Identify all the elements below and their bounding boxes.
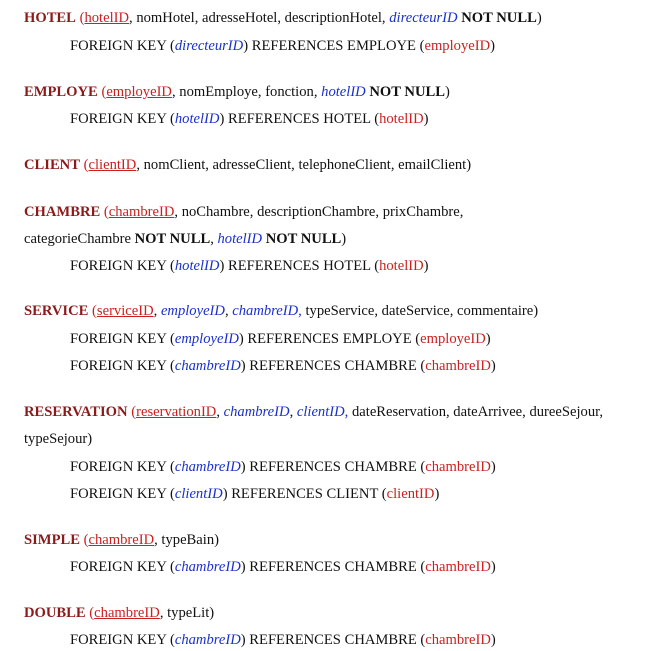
referenced-table: CLIENT [326, 486, 379, 502]
table-name: SIMPLE [24, 532, 80, 548]
relation-simple: SIMPLE (chambreID, typeBain) [24, 532, 219, 548]
foreign-key-constraint: FOREIGN KEY (hotelID) REFERENCES HOTEL (hotelID) [70, 111, 429, 127]
referenced-table: EMPLOYE [342, 331, 412, 347]
foreign-key-attribute: clientID, [296, 404, 349, 420]
foreign-key-attribute: employeID [174, 331, 239, 347]
relation-employe: EMPLOYE (employeID, nomEmploye, fonction, hotelID NOT NULL) [24, 84, 450, 100]
relation-service: SERVICE (serviceID, employeID, chambreID, typeService, dateService, commentaire) [24, 303, 539, 319]
referenced-key: chambreID [425, 459, 491, 475]
attribute-list: typeBain [161, 532, 215, 548]
referenced-key: employeID [424, 38, 491, 54]
foreign-key-constraint: FOREIGN KEY (chambreID) REFERENCES CHAMBRE (chambreID) [70, 358, 496, 374]
attribute-list: typeSejour [24, 431, 88, 447]
table-name: EMPLOYE [24, 84, 98, 100]
not-null-keyword: NOT NULL [369, 84, 445, 100]
table-name: DOUBLE [24, 605, 86, 621]
not-null-keyword: NOT NULL [265, 231, 342, 247]
referenced-table: CHAMBRE [344, 559, 417, 575]
attribute-list: typeService, dateService, commentaire [305, 303, 534, 319]
referenced-key: employeID [420, 331, 486, 347]
primary-key: employeID [106, 84, 172, 100]
foreign-key-attribute: hotelID [174, 111, 220, 127]
foreign-key-attribute: directeurID [174, 38, 244, 54]
referenced-table: CHAMBRE [344, 358, 417, 374]
foreign-key-attribute: chambreID [174, 632, 241, 648]
primary-key: chambreID [94, 605, 160, 621]
referenced-table: CHAMBRE [344, 459, 417, 475]
foreign-key-constraint: FOREIGN KEY (employeID) REFERENCES EMPLOYE (employeID) [70, 331, 491, 347]
primary-key: chambreID [88, 532, 155, 548]
attribute-list: nomHotel, adresseHotel, descriptionHotel, [136, 10, 386, 26]
foreign-key-attribute: directeurID [389, 10, 458, 26]
table-name: CHAMBRE [24, 204, 101, 220]
not-null-keyword: NOT NULL [461, 10, 537, 26]
relation-client: CLIENT (clientID, nomClient, adresseClient, telephoneClient, emailClient) [24, 157, 472, 173]
not-null-keyword: NOT NULL [134, 231, 211, 247]
foreign-key-attribute: chambreID [223, 404, 290, 420]
attribute-list: typeLit [167, 605, 210, 621]
foreign-key-constraint: FOREIGN KEY (directeurID) REFERENCES EMPLOYE (employeID) [70, 38, 495, 54]
foreign-key-constraint: FOREIGN KEY (hotelID) REFERENCES HOTEL (hotelID) [70, 258, 429, 274]
primary-key: chambreID [108, 204, 175, 220]
foreign-key-attribute: hotelID [321, 84, 366, 100]
table-name: RESERVATION [24, 404, 128, 420]
foreign-key-constraint: FOREIGN KEY (chambreID) REFERENCES CHAMBRE (chambreID) [70, 632, 496, 648]
referenced-key: chambreID [425, 358, 491, 374]
foreign-key-attribute: hotelID [217, 231, 263, 247]
table-name: HOTEL [24, 10, 76, 26]
primary-key: reservationID [136, 404, 217, 420]
foreign-key-constraint: FOREIGN KEY (chambreID) REFERENCES CHAMBRE (chambreID) [70, 559, 496, 575]
referenced-key: chambreID [425, 632, 491, 648]
referenced-table: HOTEL [323, 258, 371, 274]
foreign-key-constraint: FOREIGN KEY (clientID) REFERENCES CLIENT (clientID) [70, 486, 440, 502]
primary-key: hotelID [84, 10, 130, 26]
referenced-key: chambreID [425, 559, 491, 575]
referenced-key: hotelID [379, 258, 424, 274]
foreign-key-attribute: hotelID [174, 258, 220, 274]
table-name: CLIENT [24, 157, 80, 173]
attribute-list: dateReservation, dateArrivee, dureeSejour, [351, 404, 604, 420]
foreign-key-constraint: FOREIGN KEY (chambreID) REFERENCES CHAMBRE (chambreID) [70, 459, 496, 475]
primary-key: serviceID [96, 303, 154, 319]
foreign-key-attribute: chambreID, [232, 303, 302, 319]
referenced-key: clientID [386, 486, 435, 502]
attribute-list: noChambre, descriptionChambre, prixChambre, [181, 204, 464, 220]
referenced-table: HOTEL [323, 111, 371, 127]
referenced-table: CHAMBRE [344, 632, 417, 648]
referenced-table: EMPLOYE [347, 38, 416, 54]
relation-double: DOUBLE (chambreID, typeLit) [24, 605, 215, 621]
relation-hotel: HOTEL (hotelID, nomHotel, adresseHotel, descriptionHotel, directeurID NOT NULL) [24, 10, 542, 26]
foreign-key-attribute: chambreID [174, 459, 241, 475]
attribute-list: categorieChambre [24, 231, 131, 247]
foreign-key-attribute: chambreID [174, 358, 241, 374]
relation-reservation: RESERVATION (reservationID, chambreID, clientID, dateReservation, dateArrivee, dureeSejour, [24, 404, 604, 420]
table-name: SERVICE [24, 303, 89, 319]
referenced-key: hotelID [379, 111, 424, 127]
attribute-list: nomEmploye, fonction, [179, 84, 318, 100]
relation-chambre-continued: categorieChambre NOT NULL, hotelID NOT NULL) [24, 231, 347, 247]
primary-key: clientID [88, 157, 137, 173]
attribute-list: nomClient, adresseClient, telephoneClient, emailClient [143, 157, 467, 173]
foreign-key-attribute: chambreID [174, 559, 241, 575]
relation-reservation-continued: typeSejour) [24, 431, 93, 447]
foreign-key-attribute: employeID [160, 303, 225, 319]
relation-chambre: CHAMBRE (chambreID, noChambre, descriptionChambre, prixChambre, [24, 204, 464, 220]
foreign-key-attribute: clientID [174, 486, 223, 502]
